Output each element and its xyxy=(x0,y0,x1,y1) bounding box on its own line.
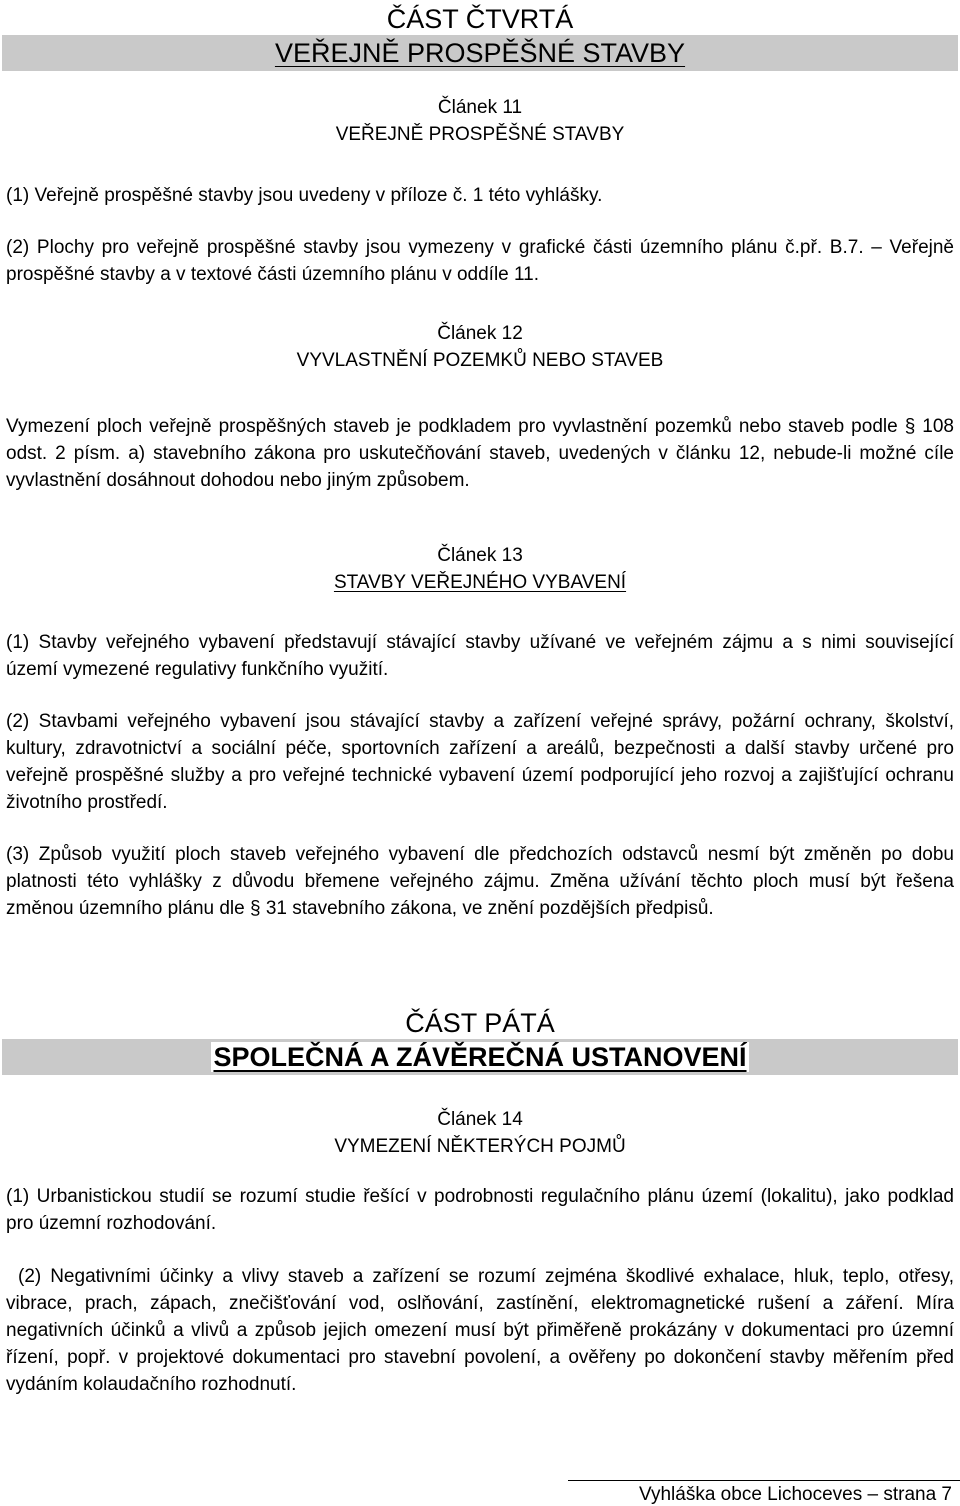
article-13-paragraph-2: (2) Stavbami veřejného vybavení jsou stávající stavby a zařízení veřejné správy, požární ochrany, školství, kultury, zdravotnictví a sociální péče, sportovních zařízení a areálů, bezpečnosti a další stavby určené pro veřejně prospěšné služby a pro veřejné technické vybavení území podporující jeho rozvoj a zajišťující ochranu životního prostředí. xyxy=(6,711,954,813)
footer-rule xyxy=(568,1480,960,1481)
part-four-header xyxy=(0,0,960,71)
article-13-paragraph-1: (1) Stavby veřejného vybavení představují stávající stavby užívané ve veřejném zájmu a s nimi související území vymezené regulativy funkčního využití. xyxy=(6,632,954,680)
article-11-heading xyxy=(0,94,960,148)
article-12-paragraph-1: Vymezení ploch veřejně prospěšných staveb je podkladem pro vyvlastnění pozemků nebo staveb podle § 108 odst. 2 písm. a) stavebního zákona pro uskutečňování staveb, uvedených v článku 12, nebude-li možné cíle vyvlastnění dosáhnout dohodou nebo jiným způsobem. xyxy=(6,416,954,491)
article-11-paragraph-1: (1) Veřejně prospěšné stavby jsou uvedeny v příloze č. 1 této vyhlášky. xyxy=(6,185,603,206)
article-14-title: VYMEZENÍ NĚKTERÝCH POJMŮ xyxy=(334,1136,626,1157)
article-13-heading xyxy=(0,542,960,596)
article-14-label: Článek 14 xyxy=(437,1109,523,1130)
part-four-label: ČÁST ČTVRTÁ xyxy=(386,4,574,34)
part-five-header xyxy=(0,1004,960,1075)
article-14-heading xyxy=(0,1106,960,1160)
part-four-title: VEŘEJNĚ PROSPĚŠNÉ STAVBY xyxy=(274,38,686,68)
part-five-label: ČÁST PÁTÁ xyxy=(405,1008,555,1038)
article-13-label: Článek 13 xyxy=(437,545,523,566)
article-12-heading xyxy=(0,320,960,374)
article-12-label: Článek 12 xyxy=(437,323,523,344)
article-13-paragraph-3: (3) Způsob využití ploch staveb veřejného vybavení dle předchozích odstavců nesmí být změněn po dobu platnosti této vyhlášky z důvodu břemene veřejného zájmu. Změna užívání těchto ploch musí být řešena změnou územního plánu dle § 31 stavebního zákona, ve znění pozdějších předpisů. xyxy=(6,844,954,919)
article-12-title: VYVLASTNĚNÍ POZEMKŮ NEBO STAVEB xyxy=(296,350,664,371)
article-14-paragraph-1: (1) Urbanistickou studií se rozumí studie řešící v podrobnosti regulačního plánu území (lokalitu), jako podklad pro územní rozhodování. xyxy=(6,1186,954,1234)
article-14-paragraph-2: (2) Negativními účinky a vlivy staveb a zařízení se rozumí zejména škodlivé exhalace, hluk, teplo, otřesy, vibrace, prach, zápach, znečišťování vod, oslňování, zastínění, elektromagnetické rušení a záření. Míra negativních účinků a vlivů a způsob jejich omezení musí být přiměřeně prokázány v dokumentaci pro územní řízení, popř. v projektové dokumentaci pro stavební povolení, a ověřeny po dokončení stavby měřením před vydáním kolaudačního rozhodnutí. xyxy=(6,1266,954,1395)
article-13-title: STAVBY VEŘEJNÉHO VYBAVENÍ xyxy=(333,572,627,593)
part-five-title: SPOLEČNÁ A ZÁVĚREČNÁ USTANOVENÍ xyxy=(213,1042,747,1072)
article-11-label: Článek 11 xyxy=(437,97,523,118)
page-footer: Vyhláška obce Lichoceves – strana 7 xyxy=(639,1484,952,1505)
article-11-title: VEŘEJNĚ PROSPĚŠNÉ STAVBY xyxy=(335,124,625,145)
article-11-paragraph-2: (2) Plochy pro veřejně prospěšné stavby jsou vymezeny v grafické části územního plánu č.př. B.7. – Veřejně prospěšné stavby a v textové části územního plánu v oddíle 11. xyxy=(6,237,954,285)
part-five-title-band xyxy=(2,1039,958,1075)
part-four-title-band xyxy=(2,35,958,71)
